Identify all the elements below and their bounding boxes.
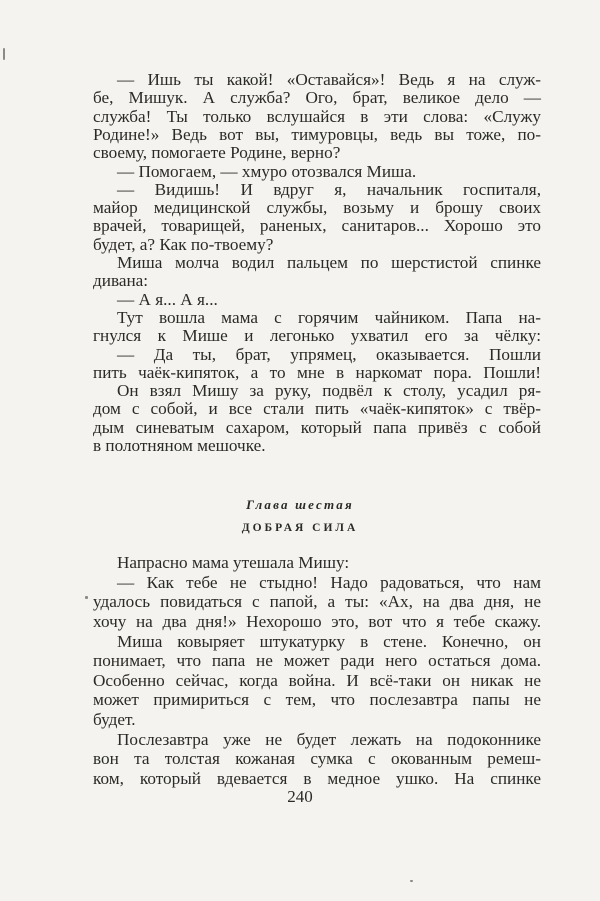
- text-line: в полотняном мешочке.: [93, 436, 266, 455]
- text-line: пить чаёк-кипяток, а то мне в наркомат пора. Пошли!: [93, 362, 541, 382]
- text-line: понимает, что папа не может ради него остаться дома.: [93, 651, 541, 671]
- text-line: — Как тебе не стыдно! Надо радоваться, что нам: [117, 572, 541, 592]
- margin-dot-left: [85, 596, 88, 599]
- text-line: будет.: [93, 710, 136, 730]
- text-line: ком, который вдевается в медное ушко. На спинке: [93, 769, 541, 788]
- text-line: гнулся к Мише и легонько ухватил его за чёлку:: [93, 326, 541, 346]
- text-line: Миша молча водил пальцем по шерстистой спинке: [117, 253, 541, 272]
- text-line: вон та толстая кожаная сумка с окованным ремеш-: [93, 749, 541, 769]
- text-line: дивана:: [93, 271, 149, 291]
- page-number: 240: [287, 787, 313, 806]
- text-line: — Видишь! И вдруг я, начальник госпиталя,: [117, 179, 541, 199]
- text-line: удалось повидаться с папой, а ты: «Ах, на два дня, не: [93, 592, 541, 612]
- text-line: своему, помогаете Родине, верно?: [93, 143, 341, 163]
- text-line: служба! Ты только вслушайся в эти слова: «Служу: [93, 106, 541, 126]
- chapter-label: Глава шестая: [246, 497, 354, 512]
- text-line: дым синеватым сахаром, который папа привёз с собой: [93, 417, 541, 437]
- text-line: — А я... А я...: [117, 289, 218, 309]
- text-line: Родине!» Ведь вот вы, тимуровцы, ведь вы тоже, по-: [93, 124, 541, 144]
- text-line: — Ишь ты какой! «Оставайся»! Ведь я на служ-: [117, 70, 541, 89]
- text-line: Тут вошла мама с горячим чайником. Папа на-: [117, 307, 541, 327]
- text-line: Он взял Мишу за руку, подвёл к столу, усадил ря-: [117, 381, 541, 401]
- text-line: Особенно сейчас, когда война. И всё-таки он никак не: [93, 670, 541, 690]
- text-line: Миша ковыряет штукатурку в стене. Конечно, он: [117, 631, 541, 651]
- text-line: Напрасно мама утешала Мишу:: [117, 553, 350, 572]
- margin-dot-bottom: [410, 880, 413, 882]
- text-line: может примириться с тем, что послезавтра папы не: [93, 690, 541, 710]
- text-line: дом с собой, и все стали пить «чаёк-кипяток» с твёр-: [93, 399, 541, 419]
- text-line: майор медицинской службы, возьму и брошу своих: [93, 198, 541, 218]
- text-line: — Помогаем, — хмуро отозвался Миша.: [117, 161, 417, 181]
- margin-mark-left: [3, 48, 5, 60]
- text-line: Послезавтра уже не будет лежать на подоконнике: [117, 729, 541, 749]
- text-line: хочу на два дня!» Нехорошо это, вот что я тебе скажу.: [93, 611, 541, 631]
- chapter-title: ДОБРАЯ СИЛА: [241, 522, 359, 534]
- text-line: — Да ты, брат, упрямец, оказывается. Пошли: [117, 344, 541, 364]
- text-line: бе, Мишук. А служба? Ого, брат, великое дело —: [93, 88, 541, 108]
- text-line: врачей, товарищей, раненых, санитаров... Хорошо это: [93, 216, 541, 236]
- text-line: будет, а? Как по-твоему?: [93, 234, 274, 254]
